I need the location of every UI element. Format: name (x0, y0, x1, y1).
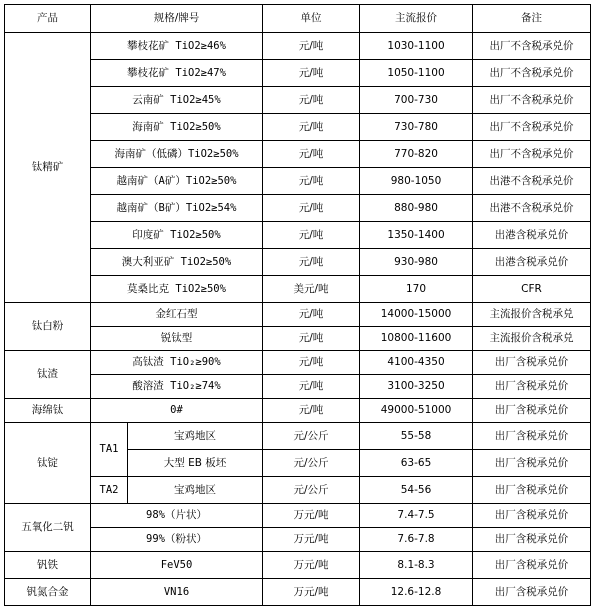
note-cell: 出厂含税承兑价 (473, 477, 591, 504)
price-cell: 880-980 (360, 195, 473, 222)
note-cell: 主流报价含税承兑 (473, 327, 591, 351)
price-cell: 980-1050 (360, 168, 473, 195)
table-row (5, 141, 591, 168)
price-cell: 54-56 (360, 477, 473, 504)
unit-cell: 美元/吨 (263, 276, 360, 303)
table-row (5, 60, 591, 87)
unit-cell: 万元/吨 (263, 504, 360, 528)
table-row (5, 303, 591, 327)
note-cell: 出港含税承兑价 (473, 249, 591, 276)
header-note: 备注 (473, 5, 591, 33)
table-row (5, 249, 591, 276)
unit-cell: 元/吨 (263, 327, 360, 351)
price-table (4, 4, 591, 606)
category-ferrovanadium: 钒铁 (5, 552, 91, 579)
note-cell: 出厂含税承兑价 (473, 552, 591, 579)
note-cell: 出厂含税承兑价 (473, 399, 591, 423)
unit-cell: 元/吨 (263, 303, 360, 327)
note-cell: 出厂不含税承兑价 (473, 87, 591, 114)
grade-ta1: TA1 (91, 423, 128, 477)
table-row (5, 327, 591, 351)
table-row (5, 87, 591, 114)
note-cell: 出厂含税承兑价 (473, 579, 591, 606)
header-spec: 规格/牌号 (91, 5, 263, 33)
category-titanium-ingot: 钛锭 (5, 423, 91, 504)
header-product: 产品 (5, 5, 91, 33)
unit-cell: 元/吨 (263, 375, 360, 399)
spec-cell: 宝鸡地区 (128, 423, 263, 450)
unit-cell: 元/吨 (263, 195, 360, 222)
spec-cell: 高钛渣 TiO₂≥90% (91, 351, 263, 375)
table-row (5, 276, 591, 303)
price-cell: 170 (360, 276, 473, 303)
price-cell: 8.1-8.3 (360, 552, 473, 579)
note-cell: 出厂不含税承兑价 (473, 114, 591, 141)
category-vanadium-nitrogen-alloy: 钒氮合金 (5, 579, 91, 606)
note-cell: 出港不含税承兑价 (473, 168, 591, 195)
price-cell: 1050-1100 (360, 60, 473, 87)
price-cell: 7.6-7.8 (360, 528, 473, 552)
spec-cell: 澳大利亚矿 TiO2≥50% (91, 249, 263, 276)
spec-cell: 98%（片状） (91, 504, 263, 528)
spec-cell: 越南矿（A矿）TiO2≥50% (91, 168, 263, 195)
unit-cell: 元/公斤 (263, 423, 360, 450)
price-cell: 730-780 (360, 114, 473, 141)
table-row (5, 375, 591, 399)
unit-cell: 元/吨 (263, 141, 360, 168)
spec-cell: 金红石型 (91, 303, 263, 327)
category-titanium-concentrate: 钛精矿 (5, 33, 91, 303)
table-row (5, 579, 591, 606)
spec-cell: 大型 EB 板坯 (128, 450, 263, 477)
unit-cell: 元/吨 (263, 399, 360, 423)
table-row (5, 477, 591, 504)
price-cell: 12.6-12.8 (360, 579, 473, 606)
unit-cell: 元/吨 (263, 114, 360, 141)
spec-cell: 海南矿 TiO2≥50% (91, 114, 263, 141)
header-price: 主流报价 (360, 5, 473, 33)
unit-cell: 万元/吨 (263, 528, 360, 552)
note-cell: 出厂含税承兑价 (473, 528, 591, 552)
price-cell: 14000-15000 (360, 303, 473, 327)
spec-cell: 99%（粉状） (91, 528, 263, 552)
table-row (5, 222, 591, 249)
note-cell: 出厂含税承兑价 (473, 351, 591, 375)
note-cell: 出厂不含税承兑价 (473, 141, 591, 168)
table-row (5, 423, 591, 450)
unit-cell: 元/公斤 (263, 477, 360, 504)
spec-cell: 越南矿（B矿）TiO2≥54% (91, 195, 263, 222)
header-unit: 单位 (263, 5, 360, 33)
price-cell: 930-980 (360, 249, 473, 276)
note-cell: 出港不含税承兑价 (473, 195, 591, 222)
spec-cell: 莫桑比克 TiO2≥50% (91, 276, 263, 303)
unit-cell: 元/吨 (263, 168, 360, 195)
price-cell: 770-820 (360, 141, 473, 168)
unit-cell: 元/公斤 (263, 450, 360, 477)
spec-cell: 锐钛型 (91, 327, 263, 351)
note-cell: CFR (473, 276, 591, 303)
unit-cell: 元/吨 (263, 351, 360, 375)
grade-ta2: TA2 (91, 477, 128, 504)
price-cell: 4100-4350 (360, 351, 473, 375)
unit-cell: 元/吨 (263, 33, 360, 60)
table-row (5, 168, 591, 195)
table-row (5, 195, 591, 222)
price-cell: 63-65 (360, 450, 473, 477)
unit-cell: 元/吨 (263, 87, 360, 114)
table-row (5, 399, 591, 423)
note-cell: 出厂含税承兑价 (473, 375, 591, 399)
price-cell: 1350-1400 (360, 222, 473, 249)
spec-cell: 攀枝花矿 TiO2≥46% (91, 33, 263, 60)
spec-cell: 0# (91, 399, 263, 423)
unit-cell: 元/吨 (263, 60, 360, 87)
price-cell: 7.4-7.5 (360, 504, 473, 528)
table-row (5, 33, 591, 60)
table-row (5, 351, 591, 375)
price-cell: 55-58 (360, 423, 473, 450)
price-cell: 49000-51000 (360, 399, 473, 423)
price-cell: 3100-3250 (360, 375, 473, 399)
spec-cell: 宝鸡地区 (128, 477, 263, 504)
table-row (5, 552, 591, 579)
spec-cell: 云南矿 TiO2≥45% (91, 87, 263, 114)
note-cell: 出厂不含税承兑价 (473, 60, 591, 87)
spec-cell: 攀枝花矿 TiO2≥47% (91, 60, 263, 87)
category-sponge-titanium: 海绵钛 (5, 399, 91, 423)
spec-cell: 印度矿 TiO2≥50% (91, 222, 263, 249)
price-table-container (4, 4, 591, 606)
note-cell: 出厂不含税承兑价 (473, 33, 591, 60)
header-row (5, 5, 591, 33)
spec-cell: VN16 (91, 579, 263, 606)
spec-cell: 海南矿（低磷）TiO2≥50% (91, 141, 263, 168)
unit-cell: 元/吨 (263, 222, 360, 249)
category-vanadium-pentoxide: 五氧化二钒 (5, 504, 91, 552)
table-row (5, 528, 591, 552)
spec-cell: FeV50 (91, 552, 263, 579)
category-titanium-slag: 钛渣 (5, 351, 91, 399)
note-cell: 出厂含税承兑价 (473, 504, 591, 528)
unit-cell: 万元/吨 (263, 552, 360, 579)
price-cell: 1030-1100 (360, 33, 473, 60)
unit-cell: 万元/吨 (263, 579, 360, 606)
price-cell: 10800-11600 (360, 327, 473, 351)
unit-cell: 元/吨 (263, 249, 360, 276)
spec-cell: 酸溶渣 TiO₂≥74% (91, 375, 263, 399)
category-titanium-dioxide: 钛白粉 (5, 303, 91, 351)
note-cell: 出厂含税承兑价 (473, 450, 591, 477)
note-cell: 出厂含税承兑价 (473, 423, 591, 450)
note-cell: 主流报价含税承兑 (473, 303, 591, 327)
table-row (5, 114, 591, 141)
price-cell: 700-730 (360, 87, 473, 114)
table-row (5, 504, 591, 528)
note-cell: 出港含税承兑价 (473, 222, 591, 249)
